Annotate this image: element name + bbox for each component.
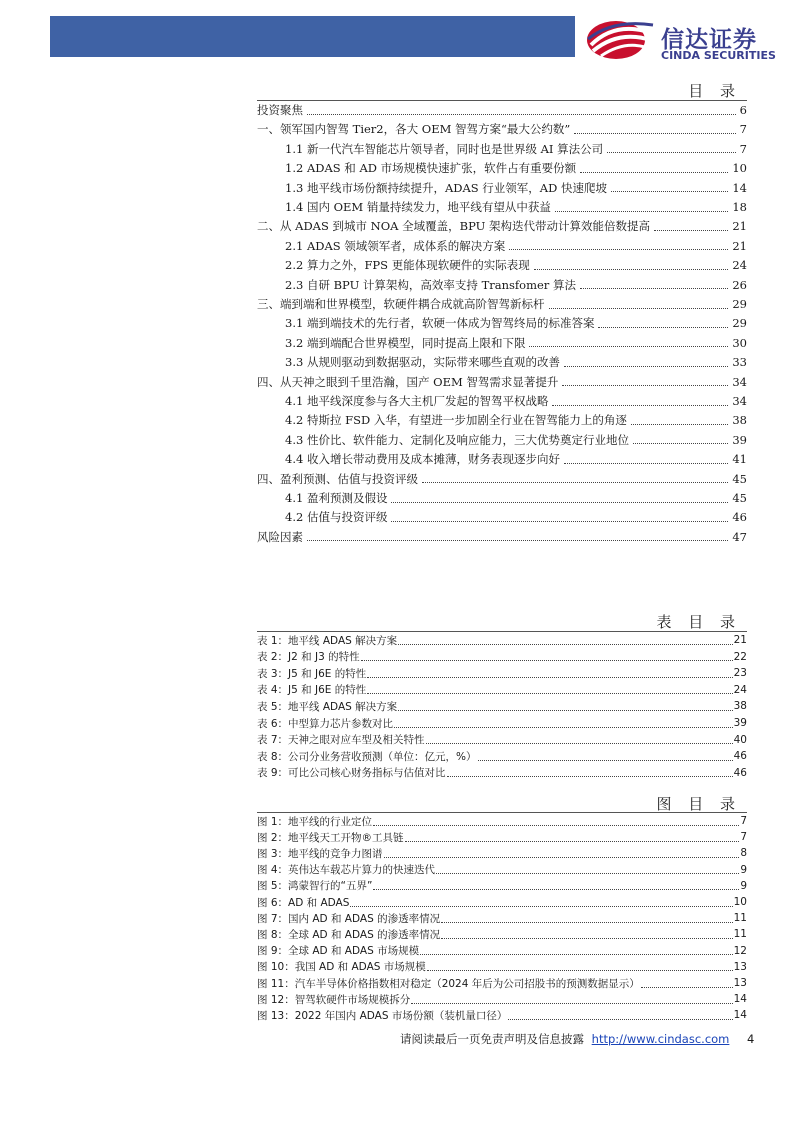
table-list-entry[interactable] [257,682,747,698]
entry-page-number: 39 [733,717,747,729]
dot-leader [654,230,728,231]
table-list-entry[interactable] [257,698,747,714]
header-bar [50,16,575,57]
entry-page-number: 40 [733,733,747,746]
entry-page-number: 11 [733,928,747,941]
dot-leader [405,841,740,842]
entry-page-number: 21 [732,219,747,234]
toc-entry[interactable] [257,216,747,236]
toc-entry[interactable] [285,158,747,178]
table-list-entry[interactable] [257,715,747,731]
toc-entry[interactable] [285,391,747,411]
toc-entry[interactable] [285,507,747,527]
entry-page-number: 18 [732,200,747,214]
footer-website-link[interactable]: http://www.cindasc.com [591,1032,730,1046]
footer-disclaimer: 请阅读最后一页免责声明及信息披露 [400,1032,584,1046]
entry-page-number: 24 [732,258,747,273]
entry-page-number: 21 [733,634,747,646]
figure-list-entry[interactable] [257,845,747,861]
dot-leader [633,443,728,444]
entry-title: 表 9：可比公司核心财务指标与估值对比 [257,767,446,780]
dot-leader [307,114,736,115]
entry-page-number: 45 [732,471,747,486]
entry-page-number: 21 [732,238,747,253]
figure-list-entry[interactable] [257,975,747,991]
entry-title: 图 9：全球 AD 和 ADAS 市场规模 [257,945,420,958]
entry-page-number: 47 [732,529,747,544]
entry-title: 二、从 ADAS 到城市 NOA 全域覆盖，BPU 架构迭代带动计算效能倍数提高 [257,219,650,234]
toc-entry[interactable] [285,139,747,159]
entry-page-number: 9 [740,879,747,892]
dot-leader [534,269,729,270]
dot-leader [373,825,739,826]
toc-entry[interactable] [285,333,747,353]
toc-entry[interactable] [257,100,747,120]
toc-entry[interactable] [257,119,747,139]
dot-leader [398,710,733,711]
figures-title: 图 目 录 [656,795,741,813]
entry-title: 1.3 地平线市场份额持续提升，ADAS 行业领军，AD 快速爬坡 [285,180,607,195]
figure-list-entry[interactable] [257,813,747,829]
dot-leader [552,405,728,406]
dot-leader [373,889,739,890]
figure-list-entry[interactable] [257,959,747,975]
dot-leader [307,540,728,541]
table-list-entry[interactable] [257,748,747,764]
entry-title: 3.2 端到端配合世界模型，同时提高上限和下限 [285,335,526,350]
dot-leader [607,152,736,153]
dot-leader [562,385,728,386]
entry-title: 1.4 国内 OEM 销量持续发力，地平线有望从中获益 [285,200,551,214]
entry-title: 4.4 收入增长带动费用及成本摊薄，财务表现逐步向好 [285,452,560,467]
dot-leader [641,987,733,988]
entry-title: 图 12：智驾软硬件市场规模拆分 [257,993,411,1006]
entry-title: 图 6：AD 和 ADAS [257,896,350,909]
entry-title: 2.2 算力之外，FPS 更能体现软硬件的实际表现 [285,258,530,273]
dot-leader [367,677,732,678]
cinda-logo-emblem-icon [583,15,657,65]
table-list-entry[interactable] [257,665,747,681]
entry-title: 图 11：汽车半导体价格指数相对稳定（2024 年后为公司招股书的预测数据显示） [257,977,640,990]
toc-entry[interactable] [285,313,747,333]
entry-title: 风险因素 [257,529,303,544]
dot-leader [447,776,733,777]
toc-entry[interactable] [285,410,747,430]
entry-title: 四、盈利预测、估值与投资评级 [257,471,418,486]
figure-list-entry[interactable] [257,862,747,878]
toc-entry[interactable] [285,488,747,508]
entry-page-number: 46 [733,766,747,779]
entry-page-number: 38 [732,413,747,428]
entry-title: 图 3：地平线的竞争力图谱 [257,847,383,860]
toc-entry[interactable] [257,372,747,392]
toc-entry[interactable] [257,527,747,547]
entry-page-number: 11 [733,912,747,925]
entry-title: 图 7：国内 AD 和 ADAS 的渗透率情况 [257,912,441,925]
toc-entry[interactable] [285,178,747,198]
page-footer [400,1031,754,1047]
entry-title: 4.3 性价比、软件能力、定制化及响应能力，三大优势奠定行业地位 [285,432,629,447]
dot-leader [611,191,728,192]
dot-leader [441,938,733,939]
entry-title: 表 6：中型算力芯片参数对比 [257,717,394,730]
entry-title: 表 1：地平线 ADAS 解决方案 [257,634,398,647]
entry-title: 图 10：我国 AD 和 ADAS 市场规模 [257,961,426,974]
entry-page-number: 6 [739,103,747,117]
dot-leader [411,1003,732,1004]
entry-title: 4.1 地平线深度参与各大主机厂发起的智驾平权战略 [285,394,549,408]
table-list-entry[interactable] [257,765,747,781]
dot-leader [580,288,728,289]
entry-title: 图 5：鸿蒙智行的“五界” [257,880,373,893]
toc-entry[interactable] [285,430,747,450]
dot-leader [426,743,733,744]
table-list-entry[interactable] [257,649,747,665]
dot-leader [549,308,729,309]
entry-page-number: 14 [733,993,747,1006]
entry-title: 图 8：全球 AD 和 ADAS 的渗透率情况 [257,928,441,941]
dot-leader [398,644,733,645]
dot-leader [420,954,733,955]
entry-title: 4.1 盈利预测及假设 [285,491,388,505]
entry-page-number: 12 [733,944,747,957]
entry-page-number: 46 [733,750,747,763]
toc-entry[interactable] [285,275,747,295]
entry-page-number: 39 [732,432,747,447]
page-number: 4 [747,1032,755,1046]
toc-title: 目 录 [688,82,741,100]
table-list-entry[interactable] [257,632,747,648]
tables-title: 表 目 录 [656,613,741,631]
dot-leader [422,482,728,483]
toc-entry[interactable] [285,449,747,469]
toc-entry[interactable] [285,197,747,217]
figure-list-entry[interactable] [257,991,747,1007]
dot-leader [391,502,728,503]
entry-title: 4.2 估值与投资评级 [285,510,388,525]
dot-leader [350,906,732,907]
entry-title: 表 4：J5 和 J6E 的特性 [257,684,367,697]
entry-title: 表 3：J5 和 J6E 的特性 [257,667,367,680]
entry-title: 3.3 从规则驱动到数据驱动，实际带来哪些直观的改善 [285,355,560,370]
entry-page-number: 45 [732,491,747,505]
toc-entry[interactable] [285,352,747,372]
dot-leader [564,463,728,464]
entry-page-number: 29 [732,297,747,311]
dot-leader [555,211,729,212]
entry-page-number: 23 [733,667,747,680]
entry-title: 图 2：地平线天工开物®工具链 [257,831,404,844]
dot-leader [598,327,728,328]
entry-page-number: 14 [732,180,747,195]
figure-list-entry[interactable] [257,1007,747,1023]
dot-leader [509,249,728,250]
figure-list-entry[interactable] [257,910,747,926]
entry-page-number: 8 [740,847,747,860]
dot-leader [436,873,739,874]
dot-leader [631,424,729,425]
entry-title: 1.1 新一代汽车智能芯片领导者，同时也是世界级 AI 算法公司 [285,141,604,156]
dot-leader [361,660,733,661]
entry-title: 表 8：公司分业务营收预测（单位：亿元，%） [257,750,477,763]
entry-title: 图 4：英伟达车载芯片算力的快速迭代 [257,864,436,877]
entry-page-number: 33 [732,355,747,370]
dot-leader [427,970,733,971]
entry-title: 4.2 特斯拉 FSD 入华，有望进一步加剧全行业在智驾能力上的角逐 [285,413,627,428]
entry-page-number: 46 [732,510,747,525]
dot-leader [580,172,728,173]
entry-title: 一、领军国内智驾 Tier2，各大 OEM 智驾方案“最大公约数” [257,122,571,137]
entry-page-number: 29 [732,316,747,331]
figure-list-entry[interactable] [257,829,747,845]
entry-title: 2.3 自研 BPU 计算架构，高效率支持 Transfomer 算法 [285,277,576,292]
entry-page-number: 38 [733,700,747,713]
entry-page-number: 10 [733,896,747,908]
entry-page-number: 26 [732,277,747,292]
entry-title: 图 1：地平线的行业定位 [257,815,373,828]
entry-page-number: 13 [733,977,747,989]
entry-title: 表 2：J2 和 J3 的特性 [257,651,360,664]
entry-page-number: 7 [740,815,747,827]
figure-list-entry[interactable] [257,926,747,942]
entry-page-number: 9 [740,863,747,876]
dot-leader [441,922,733,923]
entry-page-number: 34 [732,374,747,389]
entry-title: 三、端到端和世界模型，软硬件耦合成就高阶智驾新标杆 [257,297,545,311]
entry-page-number: 14 [733,1009,747,1022]
dot-leader [394,727,733,728]
logo-chinese-name: 信达证券 [661,27,757,53]
toc-entry[interactable] [285,255,747,275]
toc-entry[interactable] [285,236,747,256]
entry-title: 投资聚焦 [257,103,303,117]
dot-leader [478,760,733,761]
entry-page-number: 24 [733,683,747,696]
entry-page-number: 30 [732,335,747,350]
figure-list-entry[interactable] [257,943,747,959]
entry-title: 1.2 ADAS 和 AD 市场规模快速扩张，软件占有重要份额 [285,161,577,176]
dot-leader [367,693,732,694]
entry-page-number: 7 [740,831,747,844]
entry-page-number: 41 [732,452,747,467]
table-list-entry[interactable] [257,732,747,748]
dot-leader [391,521,728,522]
dot-leader [574,133,735,134]
entry-title: 图 13：2022 年国内 ADAS 市场份额（装机量口径） [257,1009,508,1022]
dot-leader [384,857,740,858]
figure-list-entry[interactable] [257,894,747,910]
entry-page-number: 7 [739,122,747,137]
dot-leader [564,366,728,367]
entry-page-number: 22 [733,650,747,663]
entry-page-number: 13 [733,960,747,973]
entry-title: 表 7：天神之眼对应车型及相关特性 [257,734,425,747]
entry-page-number: 10 [732,161,747,176]
entry-title: 四、从天神之眼到千里浩瀚，国产 OEM 智驾需求显著提升 [257,374,559,389]
dot-leader [529,346,728,347]
dot-leader [508,1019,732,1020]
entry-page-number: 34 [732,394,747,408]
entry-title: 3.1 端到端技术的先行者，软硬一体成为智驾终局的标准答案 [285,316,595,331]
figure-list-entry[interactable] [257,878,747,894]
entry-title: 表 5：地平线 ADAS 解决方案 [257,700,398,713]
toc-entry[interactable] [257,469,747,489]
logo-english-name: CINDA SECURITIES [661,49,776,62]
toc-entry[interactable] [257,294,747,314]
entry-page-number: 7 [739,141,747,156]
entry-title: 2.1 ADAS 领域领军者，成体系的解决方案 [285,238,506,253]
cinda-logo [583,15,783,65]
